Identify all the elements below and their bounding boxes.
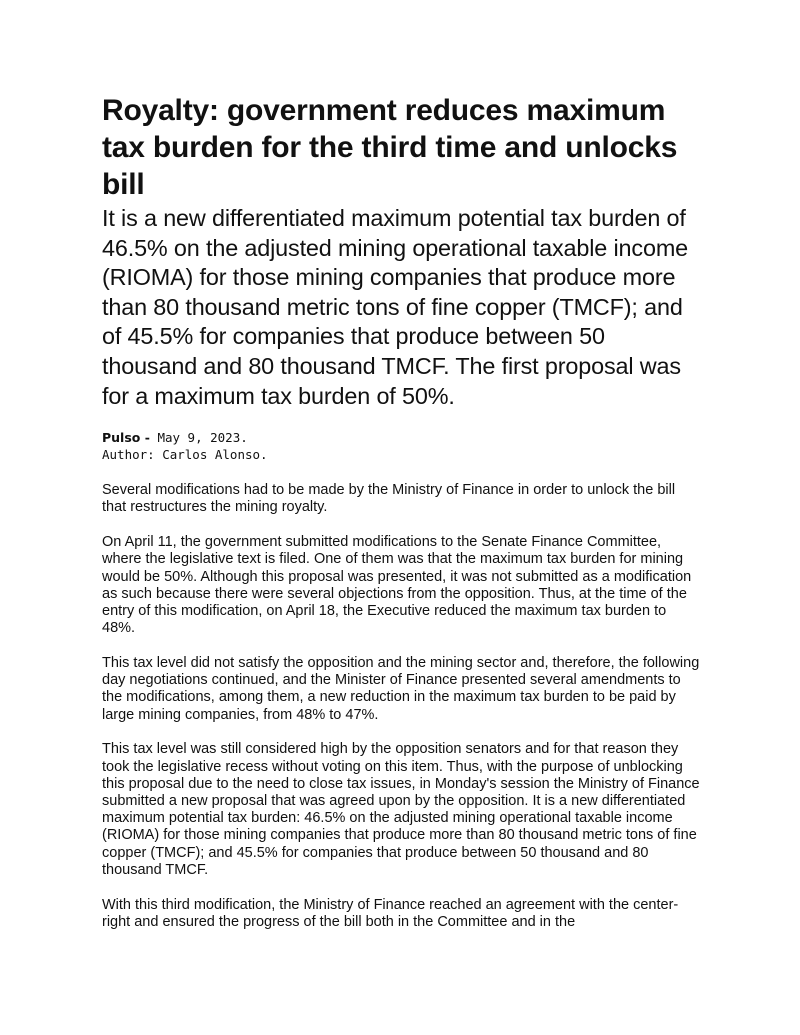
article-author: Author: Carlos Alonso. <box>102 447 268 463</box>
body-paragraph-2: On April 11, the government submitted modifications to the Senate Finance Committee, where the legislative text is filed. One of them was that the maximum tax burden for mining would be 50%. Although this proposal was presented, it was not submitted as a modification as such because there were several objections from the opposition. Thus, at the time of the entry of this modification, on April 18, the Executive reduced the maximum tax burden to 48%. <box>102 534 692 637</box>
article-body <box>102 482 702 931</box>
article-headline: Royalty: government reduces maximum tax burden for the third time and unlocks bill <box>102 94 678 201</box>
body-paragraph-3: This tax level did not satisfy the opposition and the mining sector and, therefore, the following day negotiations continued, and the Minister of Finance presented several amendments to the modifications, among them, a new reduction in the maximum tax burden to be paid by large mining companies, from 48% to 47%. <box>102 654 700 723</box>
byline-line <box>102 429 702 446</box>
body-paragraph-1: Several modifications had to be made by the Ministry of Finance in order to unlock the bill that restructures the mining royalty. <box>102 482 676 516</box>
article <box>102 92 702 949</box>
article-lede: It is a new differentiated maximum potential tax burden of 46.5% on the adjusted mining operational taxable income (RIOMA) for those mining companies that produce more than 80 thousand metric tons of fine copper (TMCF); and of 45.5% for companies that produce between 50 thousand and 80 thousand TMCF. The first proposal was for a maximum tax burden of 50%. <box>102 205 689 409</box>
article-meta <box>102 429 702 463</box>
article-source: Pulso - <box>102 430 150 446</box>
body-paragraph-5: With this third modification, the Ministry of Finance reached an agreement with the center-right and ensured the progress of the bill both in the Committee and in the <box>102 896 679 930</box>
body-paragraph-4: This tax level was still considered high by the opposition senators and for that reason they took the legislative recess without voting on this item. Thus, with the purpose of unblocking this proposal due to the need to close tax issues, in Monday's session the Ministry of Finance submitted a new proposal that was agreed upon by the opposition. It is a new differentiated maximum potential tax burden: 46.5% on the adjusted mining operational taxable income (RIOMA) for those mining companies that produce more than 80 thousand metric tons of fine copper (TMCF); and 45.5% for companies that produce between 50 thousand and 80 thousand TMCF. <box>102 741 700 878</box>
article-date: May 9, 2023. <box>157 430 248 446</box>
